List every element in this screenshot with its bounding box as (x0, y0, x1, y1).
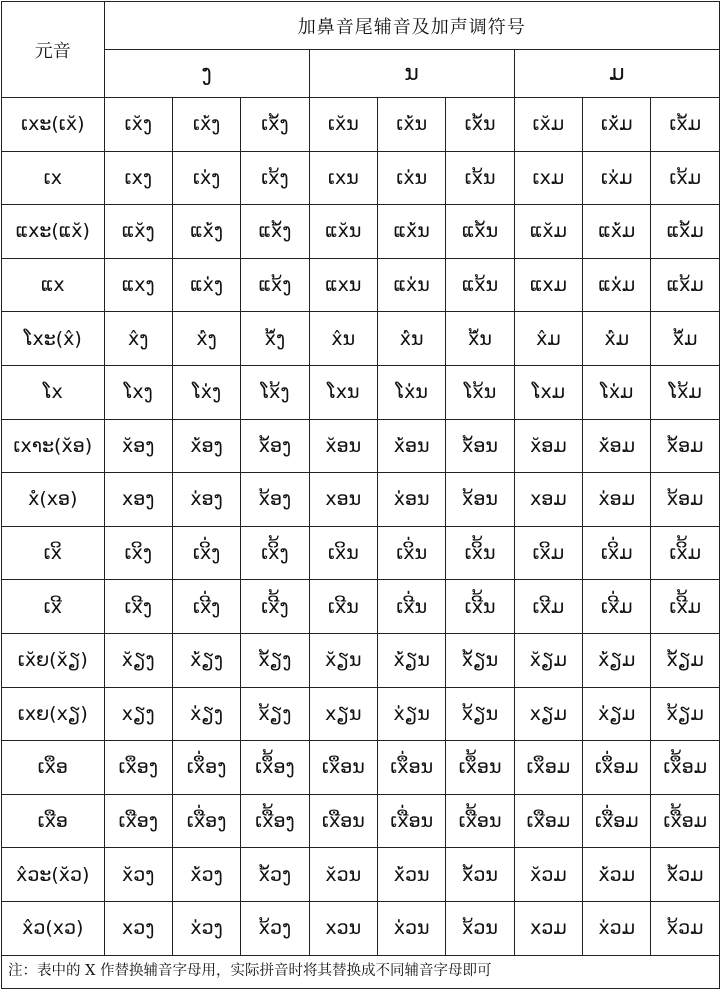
syllable-cell: ເxືອງ (104, 794, 172, 848)
syllable-cell: ເxງ (104, 151, 172, 205)
syllable-cell: x̆ອງ (104, 419, 172, 473)
final-header-ng: ງ (104, 50, 309, 98)
vowel-cell: ແxະ(ແx̆) (2, 205, 105, 259)
syllable-cell: ແx້ນ (446, 258, 514, 312)
syllable-cell: x້ອງ (241, 473, 309, 527)
syllable-cell: ເx້ມ (651, 151, 720, 205)
syllable-cell: ແx̆ນ (309, 205, 377, 259)
syllable-cell: ເxິງ (104, 526, 172, 580)
vowel-cell: ໂx (2, 365, 105, 419)
syllable-cell: ເxມ (514, 151, 582, 205)
vowel-cell: ເx̆ຍ(x̆ຽ) (2, 633, 105, 687)
syllable-cell: ແx່̆ງ (172, 205, 240, 259)
syllable-cell: x້̂ມ (651, 312, 720, 366)
syllable-cell: x້ວງ (241, 901, 309, 955)
syllable-cell: ແx້̆ງ (241, 205, 309, 259)
syllable-cell: ເxືອມ (514, 794, 582, 848)
syllable-cell: x່̆ວງ (172, 848, 240, 902)
syllable-cell: ແx̆ງ (104, 205, 172, 259)
final-header-n: ນ (309, 50, 514, 98)
syllable-cell: x່̆ວມ (583, 848, 651, 902)
table-row (2, 312, 720, 366)
syllable-cell: ເxີ່ນ (377, 580, 445, 634)
syllable-cell: ເxຶອມ (514, 741, 582, 795)
syllable-cell: x່ວງ (172, 901, 240, 955)
vowel-cell: ແx (2, 258, 105, 312)
vowel-cell: ເxີ (2, 580, 105, 634)
syllable-cell: ເx່̆ນ (377, 98, 445, 152)
syllable-cell: x້̆ຽມ (651, 633, 720, 687)
syllable-cell: ເxິ່ງ (172, 526, 240, 580)
syllable-cell: ເxິ້ມ (651, 526, 720, 580)
syllable-cell: ເxິ້ງ (241, 526, 309, 580)
syllable-cell: x້ອມ (651, 473, 720, 527)
syllable-cell: ໂxງ (104, 365, 172, 419)
syllable-cell: ແx່̆ມ (583, 205, 651, 259)
syllable-cell: ເxຶອງ (104, 741, 172, 795)
table-row (2, 580, 720, 634)
syllable-cell: ເxິ້ນ (446, 526, 514, 580)
syllable-cell: xອມ (514, 473, 582, 527)
syllable-cell: ເxຶ່ອງ (172, 741, 240, 795)
syllable-cell: xຽນ (309, 687, 377, 741)
syllable-cell: ແxງ (104, 258, 172, 312)
table-row (2, 526, 720, 580)
syllable-cell: x̆ອນ (309, 419, 377, 473)
syllable-cell: x້ວມ (651, 901, 720, 955)
syllable-cell: ເxື້ອມ (651, 794, 720, 848)
syllable-cell: xຽງ (104, 687, 172, 741)
syllable-cell: ເxນ (309, 151, 377, 205)
syllable-cell: x່̆ຽມ (583, 633, 651, 687)
syllable-cell: x້̂ນ (446, 312, 514, 366)
syllable-cell: x້̆ວມ (651, 848, 720, 902)
syllable-cell: ໂxມ (514, 365, 582, 419)
syllable-cell: x̂ນ (309, 312, 377, 366)
syllable-cell: x່̆ວນ (377, 848, 445, 902)
syllable-cell: x້̆ຽງ (241, 633, 309, 687)
table-row (2, 473, 720, 527)
vowel-final-table (1, 1, 720, 956)
syllable-cell: ເxຶ່ອນ (377, 741, 445, 795)
header-row-1 (2, 2, 720, 50)
syllable-cell: x່̂ງ (172, 312, 240, 366)
syllable-cell: ແx̆ມ (514, 205, 582, 259)
syllable-cell: x̆ຽງ (104, 633, 172, 687)
syllable-cell: ແx້ມ (651, 258, 720, 312)
syllable-cell: x້̆ອມ (651, 419, 720, 473)
syllable-cell: x̆ຽມ (514, 633, 582, 687)
syllable-cell: ເxີງ (104, 580, 172, 634)
table-row (2, 258, 720, 312)
syllable-cell: xອງ (104, 473, 172, 527)
syllable-cell: x່̂ນ (377, 312, 445, 366)
syllable-cell: x່ຽງ (172, 687, 240, 741)
syllable-cell: x້ຽນ (446, 687, 514, 741)
syllable-cell: x່̆ອນ (377, 419, 445, 473)
syllable-cell: ໂx້ງ (241, 365, 309, 419)
syllable-cell: ເxີ້ມ (651, 580, 720, 634)
table-row (2, 794, 720, 848)
syllable-cell: x່ຽນ (377, 687, 445, 741)
main-column-header: 加鼻音尾辅音及加声调符号 (104, 2, 719, 50)
syllable-cell: ເxີນ (309, 580, 377, 634)
vowel-cell: ເxຍ(xຽ) (2, 687, 105, 741)
syllable-cell: xວງ (104, 901, 172, 955)
syllable-cell: ເx່̆ມ (583, 98, 651, 152)
footnote: 注：表中的 X 作替换辅音字母用，实际拼音时将其替换成不同辅音字母即可 (1, 956, 720, 989)
syllable-cell: ເx່ນ (377, 151, 445, 205)
syllable-cell: xຽມ (514, 687, 582, 741)
syllable-cell: ເx້̆ງ (241, 98, 309, 152)
table-row (2, 365, 720, 419)
syllable-cell: x້̆ອນ (446, 419, 514, 473)
syllable-cell: x̂ງ (104, 312, 172, 366)
syllable-cell: ເx່ມ (583, 151, 651, 205)
vowel-column-header: 元音 (2, 2, 105, 98)
syllable-cell: ເxື່ອມ (583, 794, 651, 848)
syllable-cell: x້̂ງ (241, 312, 309, 366)
syllable-cell: x່ອມ (583, 473, 651, 527)
syllable-cell: ແx່ງ (172, 258, 240, 312)
table-row (2, 848, 720, 902)
syllable-cell: ເxິນ (309, 526, 377, 580)
vowel-cell: ໂxະ(x̂) (2, 312, 105, 366)
table-row (2, 98, 720, 152)
syllable-cell: ເx່̆ງ (172, 98, 240, 152)
final-header-m: ມ (514, 50, 719, 98)
syllable-cell: x່̆ອມ (583, 419, 651, 473)
syllable-cell: x້ຽງ (241, 687, 309, 741)
syllable-cell: ແx່ມ (583, 258, 651, 312)
syllable-cell: x̆ວງ (104, 848, 172, 902)
syllable-cell: ເx̆ນ (309, 98, 377, 152)
syllable-cell: x້ຽມ (651, 687, 720, 741)
syllable-cell: ແx່ນ (377, 258, 445, 312)
syllable-cell: x່̂ມ (583, 312, 651, 366)
vowel-cell: x̂ວະ(x̆ວ) (2, 848, 105, 902)
syllable-cell: ແx້̆ມ (651, 205, 720, 259)
syllable-cell: ໂxນ (309, 365, 377, 419)
syllable-cell: x່̆ຽນ (377, 633, 445, 687)
syllable-cell: x່̆ອງ (172, 419, 240, 473)
vowel-cell: x̂ວ(xວ) (2, 901, 105, 955)
table-row (2, 901, 720, 955)
syllable-cell: ໂx່ມ (583, 365, 651, 419)
syllable-cell: ເx່ງ (172, 151, 240, 205)
header-row-2 (2, 50, 720, 98)
syllable-cell: ເxຶ້ອມ (651, 741, 720, 795)
table-row (2, 419, 720, 473)
syllable-cell: x່ອນ (377, 473, 445, 527)
syllable-cell: x̆ວມ (514, 848, 582, 902)
syllable-cell: ເxຶ້ອນ (446, 741, 514, 795)
syllable-cell: ເxີ້ນ (446, 580, 514, 634)
vowel-cell: ເxິ (2, 526, 105, 580)
syllable-cell: ເx̆ມ (514, 98, 582, 152)
syllable-cell: x້̆ວງ (241, 848, 309, 902)
syllable-cell: xວມ (514, 901, 582, 955)
syllable-cell: x່ວມ (583, 901, 651, 955)
table-row (2, 205, 720, 259)
syllable-cell: ເxີມ (514, 580, 582, 634)
syllable-cell: ແx້ງ (241, 258, 309, 312)
syllable-cell: xອນ (309, 473, 377, 527)
syllable-cell: ເxື້ອນ (446, 794, 514, 848)
syllable-cell: ເxິ່ນ (377, 526, 445, 580)
table-row (2, 151, 720, 205)
syllable-cell: x້ອນ (446, 473, 514, 527)
syllable-cell: ເxິມ (514, 526, 582, 580)
syllable-cell: ເxີ່ງ (172, 580, 240, 634)
syllable-cell: ເxຶອນ (309, 741, 377, 795)
syllable-cell: ເxື້ອງ (241, 794, 309, 848)
syllable-cell: ເx້ນ (446, 151, 514, 205)
table-row (2, 741, 720, 795)
syllable-cell: ແx່̆ນ (377, 205, 445, 259)
syllable-cell: ເxຶ້ອງ (241, 741, 309, 795)
syllable-cell: ເx້̆ມ (651, 98, 720, 152)
vowel-cell: ເx (2, 151, 105, 205)
vowel-cell: ເxຶອ (2, 741, 105, 795)
syllable-cell: ແxນ (309, 258, 377, 312)
vowel-cell: ເxະ(ເx̆) (2, 98, 105, 152)
syllable-cell: ແx້̆ນ (446, 205, 514, 259)
syllable-cell: ເxື່ອນ (377, 794, 445, 848)
syllable-cell: ໂx່ງ (172, 365, 240, 419)
syllable-cell: ເx້ງ (241, 151, 309, 205)
syllable-cell: x̂ມ (514, 312, 582, 366)
syllable-cell: ເxີ່ມ (583, 580, 651, 634)
syllable-cell: ເxີ້ງ (241, 580, 309, 634)
syllable-cell: x̆ອມ (514, 419, 582, 473)
table-row (2, 687, 720, 741)
syllable-cell: ເx̆ງ (104, 98, 172, 152)
syllable-cell: x̆ວນ (309, 848, 377, 902)
syllable-cell: ເxຶ່ອມ (583, 741, 651, 795)
syllable-cell: ແxມ (514, 258, 582, 312)
syllable-cell: x່ອງ (172, 473, 240, 527)
syllable-cell: x̆ຽນ (309, 633, 377, 687)
vowel-cell: xໍ(xອ) (2, 473, 105, 527)
syllable-cell: xວນ (309, 901, 377, 955)
syllable-cell: ໂx່ນ (377, 365, 445, 419)
syllable-cell: x້̆ຽນ (446, 633, 514, 687)
vowel-cell: ເxາະ(x̆ອ) (2, 419, 105, 473)
syllable-cell: ໂx້ມ (651, 365, 720, 419)
syllable-cell: x້̆ອງ (241, 419, 309, 473)
table-row (2, 633, 720, 687)
syllable-cell: x້̆ວນ (446, 848, 514, 902)
syllable-cell: ເxື່ອງ (172, 794, 240, 848)
syllable-cell: ເx້̆ນ (446, 98, 514, 152)
syllable-cell: x່ຽມ (583, 687, 651, 741)
syllable-cell: x່ວນ (377, 901, 445, 955)
syllable-cell: ໂx້ນ (446, 365, 514, 419)
syllable-cell: ເxິ່ມ (583, 526, 651, 580)
syllable-cell: x້ວນ (446, 901, 514, 955)
vowel-cell: ເxືອ (2, 794, 105, 848)
syllable-cell: ເxືອນ (309, 794, 377, 848)
syllable-cell: x່̆ຽງ (172, 633, 240, 687)
table-body (2, 98, 720, 956)
